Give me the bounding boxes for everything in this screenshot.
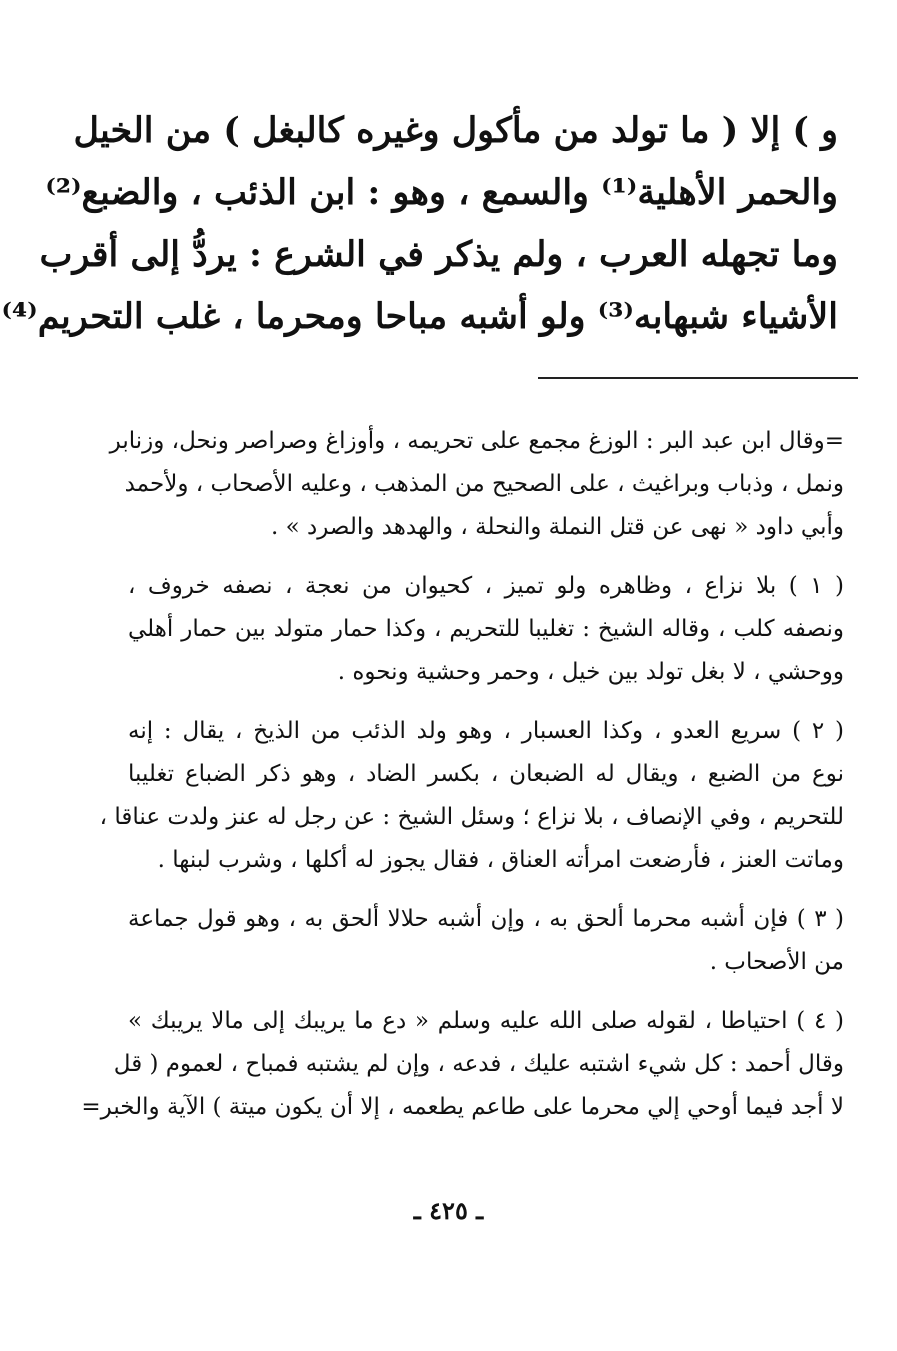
footnote-1 [128,565,844,694]
footnote-line: للتحريم ، وفي الإنصاف ، بلا نزاع ؛ وسئل الشيخ : عن رجل له عنز ولدت عناقا ، [99,804,844,830]
footnote-line: نوع من الضبع ، ويقال له الضبعان ، بكسر الضاد ، وهو ذكر الضباع تغليبا [128,761,844,787]
footnote-line: ( ٣ ) فإن أشبه محرما ألحق به ، وإن أشبه حلالا ألحق به ، وهو قول جماعة [128,906,844,932]
footnote-line: وماتت العنز ، فأرضعت امرأته العناق ، فقال يجوز له أكلها ، وشرب لبنها . [157,847,844,873]
footnote-line: وقال أحمد : كل شيء اشتبه عليك ، فدعه ، وإن لم يشتبه فمباح ، لعموم ( قل [113,1051,844,1077]
footnote-3 [128,898,844,984]
main-text-line: و ) إلا ( ما تولد من مأكول وغيره كالبغل ) من الخيل [73,110,838,151]
footnote-line: وأبي داود « نهى عن قتل النملة والنحلة ، والهدهد والصرد » . [270,514,844,540]
main-text-line: والحمر الأهلية⁽¹⁾ والسمع ، وهو : ابن الذئب ، والضبع⁽²⁾ [45,172,838,213]
main-text-line: الأشياء شبهابه⁽³⁾ ولو أشبه مباحا ومحرما ، غلب التحريم⁽⁴⁾ [1,296,838,337]
main-text-block [1,100,838,348]
footnote-2 [99,710,844,882]
footnote-line: =وقال ابن عبد البر : الوزغ مجمع على تحريمه ، وأوزاغ وصراصر ونحل، وزنابر [109,428,844,454]
page-number: ـ ٤٢٥ ـ [413,1196,484,1225]
footnote-continuation [109,420,844,549]
footnote-4 [81,1000,844,1129]
footnote-divider [538,377,858,379]
footnotes-block [81,420,844,1145]
footnote-line: ونصفه كلب ، وقاله الشيخ : تغليبا للتحريم ، وكذا حمار متولد بين حمار أهلي [128,616,844,642]
footnote-line: ونمل ، وذباب وبراغيث ، على الصحيح من المذهب ، وعليه الأصحاب ، ولأحمد [124,471,844,497]
footnote-line: ( ١ ) بلا نزاع ، وظاهره ولو تميز ، كحيوان من نعجة ، نصفه خروف ، [128,573,844,599]
footnote-line: من الأصحاب . [709,949,844,975]
main-text-line: وما تجهله العرب ، ولم يذكر في الشرع : يردُّ إلى أقرب [39,234,838,275]
footnote-line: لا أجد فيما أوحي إلي محرما على طاعم يطعمه ، إلا أن يكون ميتة ) الآية والخبر= [81,1094,844,1120]
footnote-line: ( ٢ ) سريع العدو ، وكذا العسبار ، وهو ولد الذئب من الذيخ ، يقال : إنه [128,718,844,744]
footnote-line: ووحشي ، لا بغل تولد بين خيل ، وحمر وحشية ونحوه . [337,659,844,685]
footnote-line: ( ٤ ) احتياطا ، لقوله صلى الله عليه وسلم « دع ما يريبك إلى مالا يريبك » [128,1008,844,1034]
